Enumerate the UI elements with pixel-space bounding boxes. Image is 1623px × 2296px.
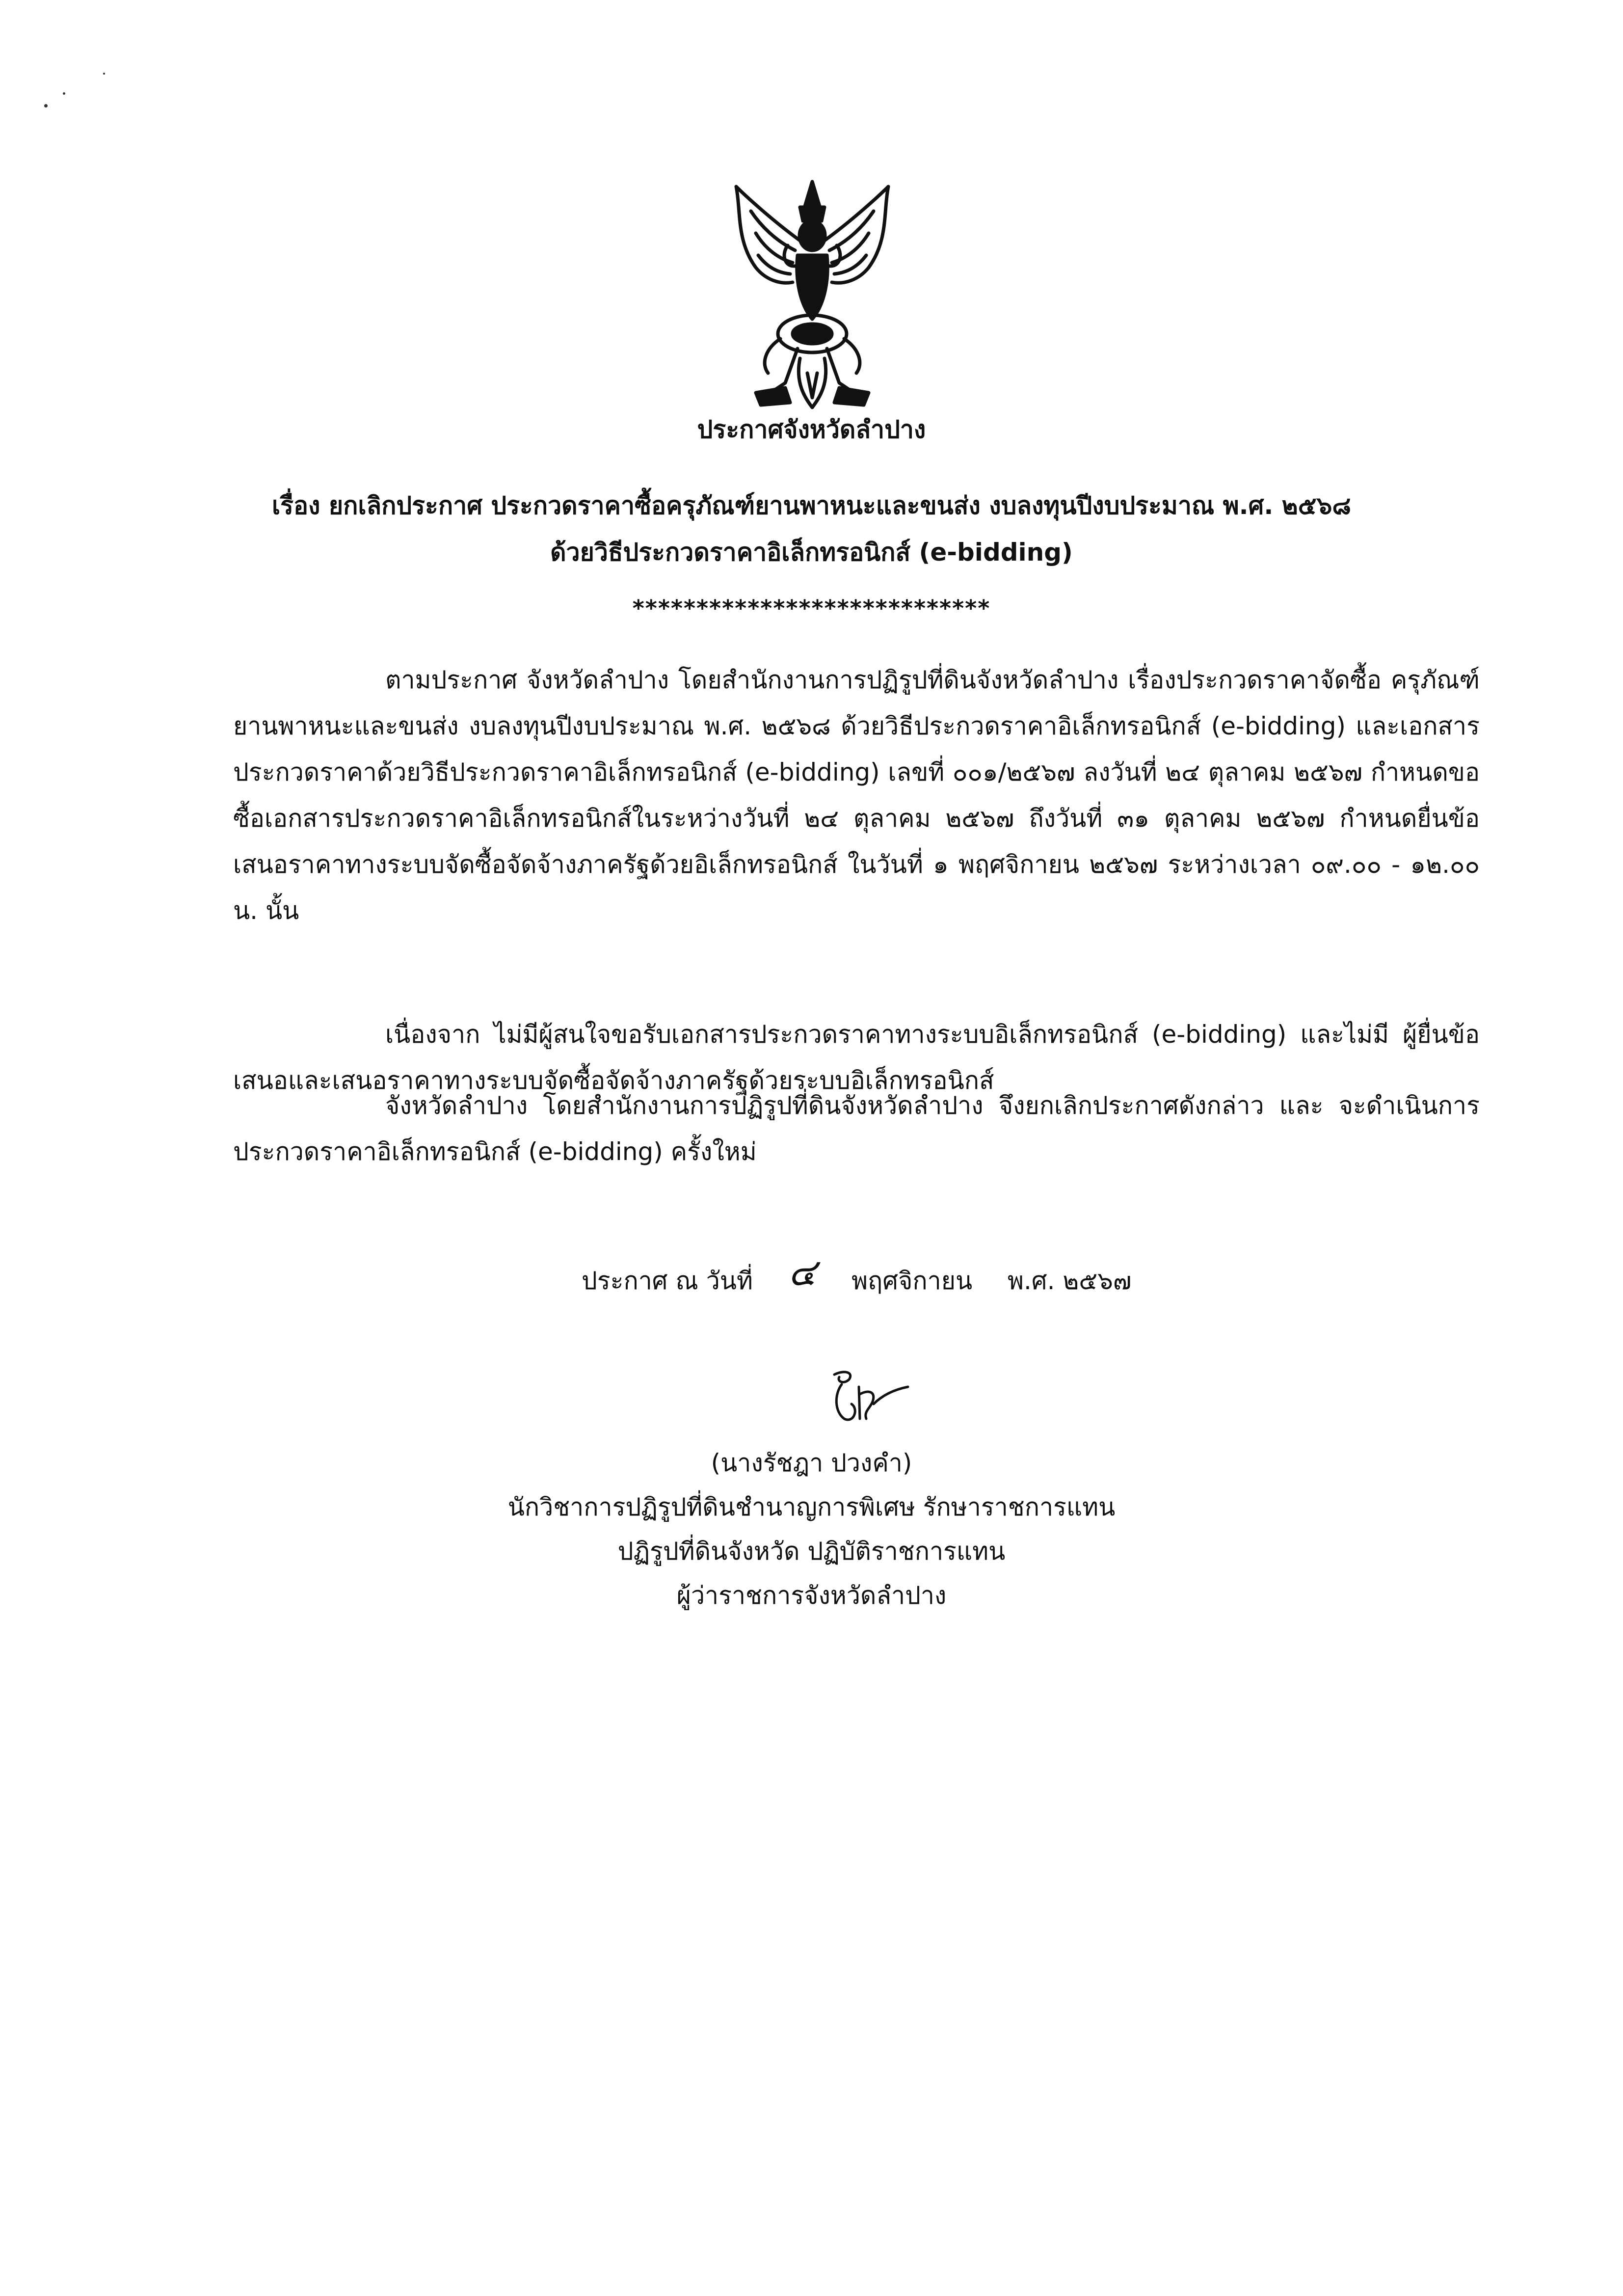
- scan-speck: [63, 92, 65, 95]
- paragraph-decision-text: จังหวัดลำปาง โดยสำนักงานการปฏิรูปที่ดินจังหวัดลำปาง จึงยกเลิกประกาศดังกล่าว และ จะดำเนินการประกวดราคาอิเล็กทรอนิกส์ (e-bidding) ครั้งใหม่: [233, 1091, 1480, 1166]
- announcement-date: [582, 1250, 1132, 1300]
- document-method: ด้วยวิธีประกวดราคาอิเล็กทรอนิกส์ (e-bidding): [550, 538, 1073, 567]
- paragraph-background-text: ตามประกาศ จังหวัดลำปาง โดยสำนักงานการปฏิรูปที่ดินจังหวัดลำปาง เรื่องประกวดราคาจัดซื้อ ครุภัณฑ์ยานพาหนะและขนส่ง งบลงทุนปีงบประมาณ พ.ศ. ๒๕๖๘ ด้วยวิธีประกวดราคาอิเล็กทรอนิกส์ (e-bidding) และเอกสารประกวดราคาด้วยวิธีประกวดราคาอิเล็กทรอนิกส์ (e-bidding) เลขที่ ๐๐๑/๒๕๖๗ ลงวันที่ ๒๔ ตุลาคม ๒๕๖๗ กำหนดขอซื้อเอกสารประกวดราคาอิเล็กทรอนิกส์ในระหว่างวันที่ ๒๔ ตุลาคม ๒๕๖๗ ถึงวันที่ ๓๑ ตุลาคม ๒๕๖๗ กำหนดยื่นข้อเสนอราคาทางระบบจัดซื้อจัดจ้างภาครัฐด้วยอิเล็กทรอนิกส์ ในวันที่ ๑ พฤศจิกายน ๒๕๖๗ ระหว่างเวลา ๐๙.๐๐ - ๑๒.๐๐ น. นั้น: [233, 666, 1480, 925]
- announcement-month: พฤศจิกายน: [851, 1267, 973, 1295]
- signatory-name: (นางรัชฎา ปวงคำ): [711, 1449, 912, 1477]
- garuda-emblem: [726, 177, 898, 412]
- handwritten-signature: [815, 1365, 913, 1429]
- announcement-year: พ.ศ. ๒๕๖๗: [1008, 1267, 1132, 1295]
- announcement-day: ๔: [788, 1250, 817, 1294]
- signatory-position-1: นักวิชาการปฏิรูปที่ดินชำนาญการพิเศษ รักษาราชการแทน: [507, 1493, 1116, 1521]
- signatory-position-3: ผู้ว่าราชการจังหวัดลำปาง: [676, 1581, 947, 1610]
- document-title: ประกาศจังหวัดลำปาง: [697, 415, 926, 444]
- scan-speck: [103, 73, 105, 75]
- separator-line: ****************************: [632, 595, 991, 621]
- announcement-prefix: ประกาศ ณ วันที่: [582, 1267, 753, 1295]
- paragraph-reason-text: เนื่องจาก ไม่มีผู้สนใจขอรับเอกสารประกวดราคาทางระบบอิเล็กทรอนิกส์ (e-bidding) และไม่มี ผู้ยื่นข้อเสนอและเสนอราคาทางระบบจัดซื้อจัดจ้างภาครัฐด้วยระบบอิเล็กทรอนิกส์: [233, 1020, 1480, 1095]
- paragraph-background: [233, 657, 1480, 934]
- signatory-position-2: ปฏิรูปที่ดินจังหวัด ปฏิบัติราชการแทน: [617, 1537, 1006, 1566]
- paragraph-decision: [233, 1082, 1480, 1175]
- scan-speck: [44, 104, 48, 108]
- document-subject: เรื่อง ยกเลิกประกาศ ประกวดราคาซื้อครุภัณฑ์ยานพาหนะและขนส่ง งบลงทุนปีงบประมาณ พ.ศ. ๒๕๖๘: [272, 491, 1351, 520]
